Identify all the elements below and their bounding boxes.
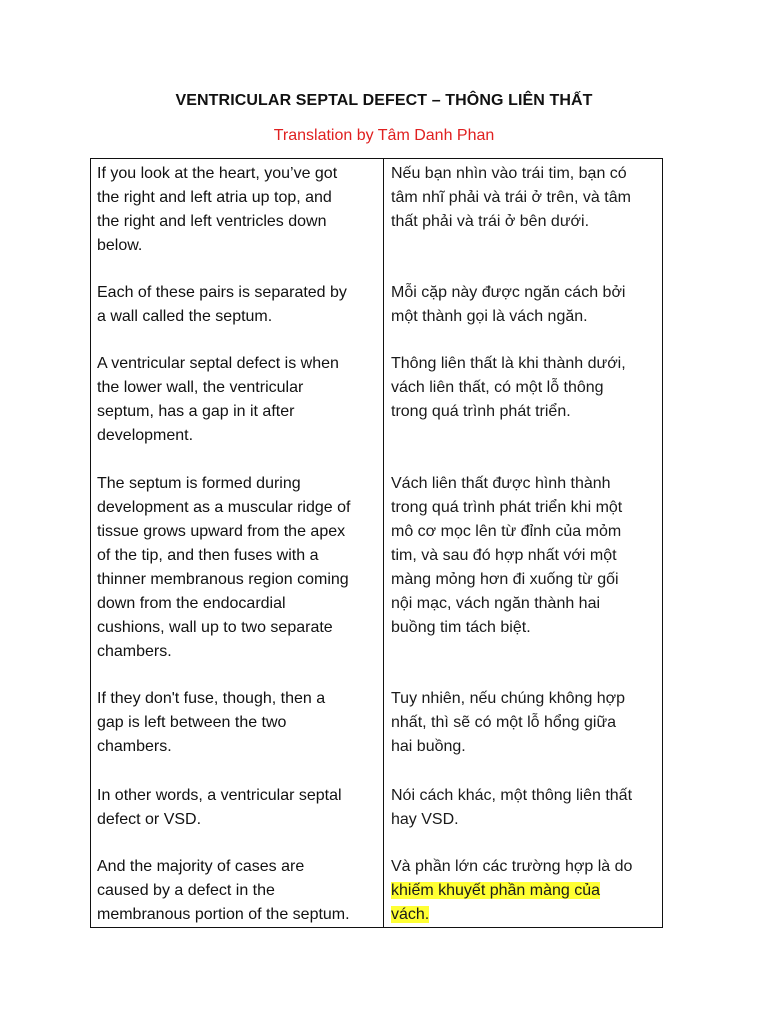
row-7-english: And the majority of cases are caused by a defect in the membranous portion of the septum. [97,858,350,923]
row-2-english: Each of these pairs is separated by a wall called the septum. [97,284,347,325]
row-3-english: A ventricular septal defect is when the lower wall, the ventricular septum, has a gap in it after development. [97,355,339,444]
document-title: VENTRICULAR SEPTAL DEFECT – THÔNG LIÊN THẤT [175,92,593,109]
row-7-vietnamese-plain: Và phần lớn các trường hợp là do [391,858,633,875]
row-2-vietnamese: Mỗi cặp này được ngăn cách bởi một thành gọi là vách ngăn. [391,284,626,325]
row-4-vietnamese: Vách liên thất được hình thành trong quá trình phát triển khi một mô cơ mọc lên từ đỉnh của mỏm tim, và sau đó hợp nhất với một màng mỏng hơn đi xuống từ gối nội mạc, vách ngăn thành hai buồng tim tách biệt. [391,475,623,636]
row-1-vietnamese: Nếu bạn nhìn vào trái tim, bạn có tâm nhĩ phải và trái ở trên, và tâm thất phải và trái ở bên dưới. [391,165,631,230]
row-6-english: In other words, a ventricular septal defect or VSD. [97,787,342,828]
row-3-vietnamese: Thông liên thất là khi thành dưới, vách liên thất, có một lỗ thông trong quá trình phát triển. [391,355,626,420]
row-5-vietnamese: Tuy nhiên, nếu chúng không hợp nhất, thì sẽ có một lỗ hổng giữa hai buồng. [391,690,626,755]
row-1-english: If you look at the heart, you’ve got the right and left atria up top, and the right and left ventricles down below. [97,165,338,254]
highlighted-text: vách. [391,906,430,923]
column-divider [383,158,384,928]
row-7-vietnamese [391,855,659,927]
highlighted-text: khiếm khuyết phần màng của [391,882,601,899]
row-5-english: If they don't fuse, though, then a gap is left between the two chambers. [97,690,326,755]
row-4-english: The septum is formed during development as a muscular ridge of tissue grows upward from the apex of the tip, and then fuses with a thinner membranous region coming down from the endocardial cushions, wall up to two separate chambers. [97,475,351,660]
row-6-vietnamese: Nói cách khác, một thông liên thất hay VSD. [391,787,633,828]
translation-credit: Translation by Tâm Danh Phan [273,127,495,144]
